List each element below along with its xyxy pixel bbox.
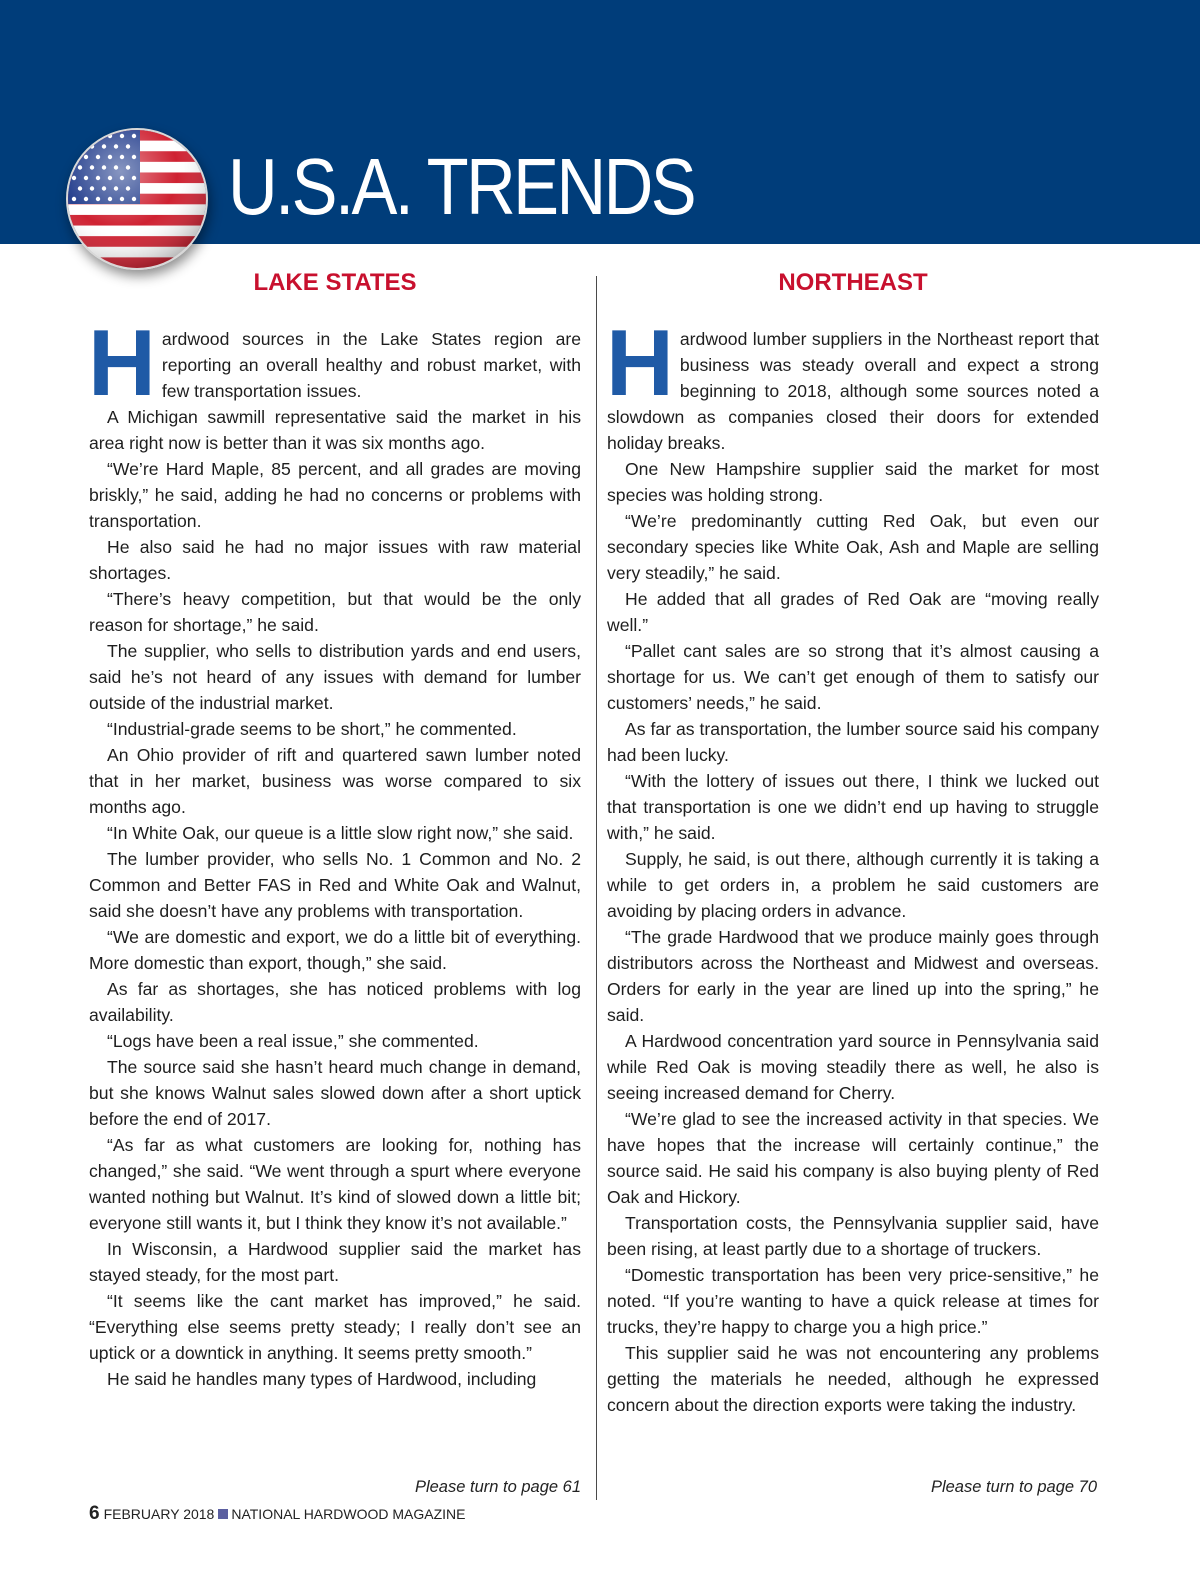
paragraph: As far as transportation, the lumber source said his company had been lucky. bbox=[607, 719, 1099, 765]
page-footer bbox=[89, 1504, 465, 1524]
lake-states-column bbox=[89, 266, 581, 1392]
paragraph: This supplier said he was not encountering any problems getting the materials he needed, although he expressed concern about the direction exports were taking the industry. bbox=[607, 1343, 1099, 1415]
separator-square-icon bbox=[218, 1509, 228, 1519]
paragraph: Transportation costs, the Pennsylvania supplier said, have been rising, at least partly due to a shortage of truckers. bbox=[607, 1213, 1099, 1259]
lake-states-lead bbox=[88, 310, 581, 415]
paragraph: In Wisconsin, a Hardwood supplier said the market has stayed steady, for the most part. bbox=[89, 1239, 581, 1285]
lake-states-heading: LAKE STATES bbox=[253, 269, 417, 296]
paragraph: “In White Oak, our queue is a little slow right now,” she said. bbox=[107, 823, 574, 843]
paragraph: He added that all grades of Red Oak are “moving really well.” bbox=[607, 589, 1099, 635]
northeast-column bbox=[607, 266, 1099, 1418]
lead-text: ardwood sources in the Lake States region are reporting an overall healthy and robust market, with few transportation issues. bbox=[161, 329, 581, 401]
paragraph: “Industrial-grade seems to be short,” he commented. bbox=[107, 719, 517, 739]
column-divider bbox=[596, 276, 597, 1500]
paragraph: The lumber provider, who sells No. 1 Common and No. 2 Common and Better FAS in Red and White Oak and Walnut, said she doesn’t have any problems with transportation. bbox=[89, 849, 581, 921]
paragraph: The supplier, who sells to distribution yards and end users, said he’s not heard of any issues with demand for lumber outside of the industrial market. bbox=[89, 641, 581, 713]
paragraph: He also said he had no major issues with raw material shortages. bbox=[89, 537, 581, 583]
page-title: U.S.A. TRENDS bbox=[228, 142, 694, 231]
lead-text: ardwood lumber suppliers in the Northeast report that business was steady overall and expect a strong beginning to 2018, although some sources noted a slowdown as companies closed their doors for extended holiday breaks. bbox=[607, 329, 1099, 453]
northeast-continued-link[interactable]: Please turn to page 70 bbox=[930, 1478, 1097, 1496]
paragraph: “The grade Hardwood that we produce mainly goes through distributors across the Northeast and Midwest and overseas. Orders for early in the year are lined up into the spring,” he said. bbox=[607, 927, 1099, 1025]
paragraph: One New Hampshire supplier said the market for most species was holding strong. bbox=[607, 459, 1099, 505]
northeast-heading: NORTHEAST bbox=[778, 269, 928, 296]
northeast-article bbox=[606, 310, 1099, 1418]
lake-states-continued-link[interactable]: Please turn to page 61 bbox=[414, 1478, 581, 1496]
paragraph: Supply, he said, is out there, although currently it is taking a while to get orders in, a problem he said customers are avoiding by placing orders in advance. bbox=[607, 849, 1099, 921]
paragraph: A Michigan sawmill representative said the market in his area right now is better than it was six months ago. bbox=[89, 407, 581, 453]
lake-states-article bbox=[88, 310, 581, 1392]
drop-cap: H bbox=[88, 310, 156, 415]
paragraph: As far as shortages, she has noticed problems with log availability. bbox=[89, 979, 581, 1025]
paragraph: “We’re predominantly cutting Red Oak, but even our secondary species like White Oak, Ash and Maple are selling very steadily,” he said. bbox=[607, 511, 1099, 583]
paragraph: “It seems like the cant market has improved,” he said. “Everything else seems pretty steady; I really don’t see an uptick or a downtick in anything. It seems pretty smooth.” bbox=[89, 1291, 581, 1363]
paragraph: “As far as what customers are looking for, nothing has changed,” she said. “We went through a spurt where everyone wanted nothing but Walnut. It’s kind of slowed down a little bit; everyone still wants it, but I think they know it’s not available.” bbox=[89, 1135, 581, 1233]
paragraph: “We are domestic and export, we do a little bit of everything. More domestic than export, though,” she said. bbox=[89, 927, 581, 973]
paragraph: The source said she hasn’t heard much change in demand, but she knows Walnut sales slowed down after a short uptick before the end of 2017. bbox=[89, 1057, 581, 1129]
paragraph: He said he handles many types of Hardwood, including bbox=[107, 1369, 537, 1389]
publication-name: NATIONAL HARDWOOD MAGAZINE bbox=[231, 1506, 466, 1522]
paragraph: “With the lottery of issues out there, I think we lucked out that transportation is one we didn’t end up having to struggle with,” he said. bbox=[607, 771, 1099, 843]
issue-date: FEBRUARY 2018 bbox=[103, 1506, 215, 1522]
paragraph: A Hardwood concentration yard source in Pennsylvania said while Red Oak is moving steadily there as well, he also is seeing increased demand for Cherry. bbox=[607, 1031, 1099, 1103]
paragraph: “We’re Hard Maple, 85 percent, and all grades are moving briskly,” he said, adding he had no concerns or problems with transportation. bbox=[89, 459, 581, 531]
paragraph: “We’re glad to see the increased activity in that species. We have hopes that the increase will certainly continue,” the source said. He said his company is also buying plenty of Red Oak and Hickory. bbox=[607, 1109, 1099, 1207]
us-flag-icon bbox=[66, 128, 208, 270]
paragraph: “Pallet cant sales are so strong that it’s almost causing a shortage for us. We can’t get enough of them to satisfy our customers’ needs,” he said. bbox=[607, 641, 1099, 713]
drop-cap: H bbox=[606, 310, 674, 415]
paragraph: “There’s heavy competition, but that would be the only reason for shortage,” he said. bbox=[89, 589, 581, 635]
paragraph: An Ohio provider of rift and quartered sawn lumber noted that in her market, business was worse compared to six months ago. bbox=[89, 745, 581, 817]
page-number: 6 bbox=[89, 1503, 100, 1524]
paragraph: “Domestic transportation has been very price-sensitive,” he noted. “If you’re wanting to have a quick release at times for trucks, they’re happy to charge you a high price.” bbox=[607, 1265, 1099, 1337]
northeast-lead bbox=[606, 310, 1099, 456]
paragraph: “Logs have been a real issue,” she commented. bbox=[107, 1031, 479, 1051]
